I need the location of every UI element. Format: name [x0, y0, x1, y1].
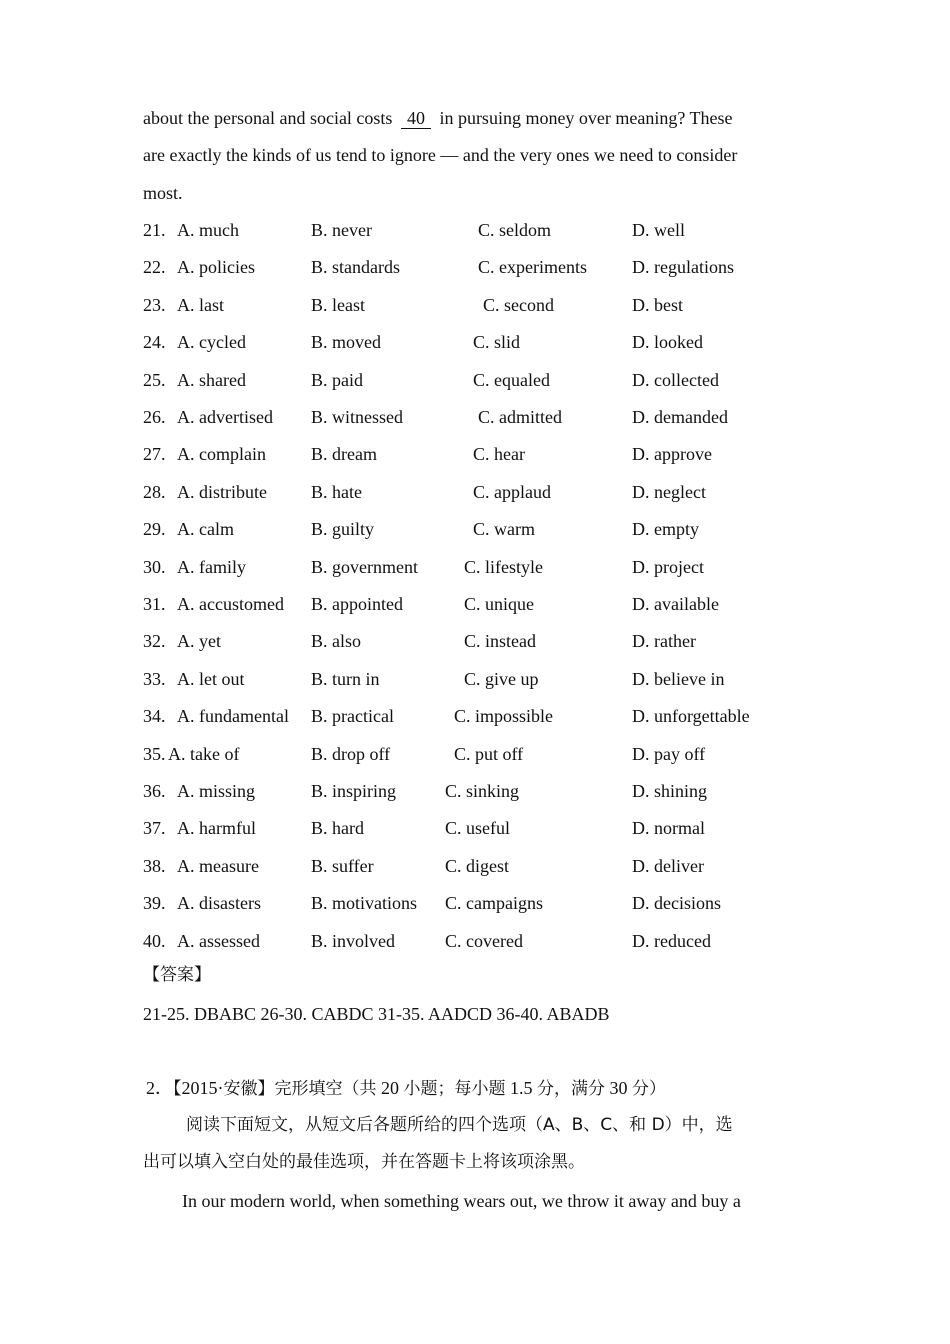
- option-d: D. believe in: [632, 668, 725, 689]
- option-b: B. hard: [311, 818, 364, 839]
- option-c: C. covered: [445, 930, 523, 951]
- option-b: B. witnessed: [311, 407, 403, 427]
- option-c: C. instead: [464, 631, 536, 652]
- passage-line-3: most.: [143, 183, 183, 203]
- option-a: A. advertised: [177, 407, 273, 427]
- option-a: A. fundamental: [177, 706, 289, 727]
- answer-heading: 【答案】: [143, 965, 211, 985]
- question-number: 22.: [143, 257, 166, 278]
- option-b: B. drop off: [311, 743, 391, 764]
- option-a: A. much: [177, 220, 239, 240]
- option-b: B. standards: [311, 257, 400, 278]
- answer-key: 21-25. DBABC 26-30. CABDC 31-35. AADCD 36-40. ABADB: [143, 1004, 610, 1024]
- option-c: C. experiments: [478, 257, 587, 278]
- question-number: 30.: [143, 556, 166, 577]
- option-a: A. yet: [177, 631, 221, 652]
- question-number: 35.: [143, 743, 166, 764]
- option-a: A. policies: [177, 257, 255, 278]
- question-number: 34.: [143, 706, 166, 727]
- option-a: A. calm: [177, 519, 234, 540]
- option-d: D. approve: [632, 444, 712, 465]
- option-c: C. slid: [473, 332, 521, 353]
- question-number: 24.: [143, 332, 166, 353]
- option-d: D. rather: [632, 631, 696, 652]
- option-c: C. hear: [473, 444, 525, 465]
- option-d: D. empty: [632, 519, 699, 540]
- option-d: D. project: [632, 556, 704, 577]
- option-a: A. cycled: [177, 332, 246, 353]
- option-b: B. least: [311, 294, 365, 315]
- option-a: A. harmful: [177, 818, 256, 839]
- option-b: B. guilty: [311, 519, 375, 540]
- passage-line-1: [143, 106, 733, 130]
- option-d: D. shining: [632, 781, 708, 801]
- option-b: B. inspiring: [311, 781, 397, 801]
- option-d: D. available: [632, 594, 719, 614]
- option-d: D. normal: [632, 818, 705, 839]
- option-d: D. demanded: [632, 407, 728, 427]
- option-a: A. take of: [168, 743, 240, 764]
- option-d: D. pay off: [632, 743, 706, 764]
- option-a: A. distribute: [177, 481, 267, 502]
- option-d: D. deliver: [632, 855, 704, 876]
- instruction-line-2: 出可以填入空白处的最佳选项，并在答题卡上将该项涂黑。: [143, 1152, 585, 1172]
- option-c: C. lifestyle: [464, 556, 543, 577]
- option-c: C. admitted: [478, 407, 562, 427]
- option-c: C. unique: [464, 594, 534, 614]
- option-d: D. unforgettable: [632, 706, 750, 727]
- question-number: 36.: [143, 781, 166, 801]
- option-b: B. never: [311, 220, 372, 240]
- blank-40: 40: [401, 108, 431, 129]
- option-d: D. best: [632, 294, 683, 315]
- option-c: C. give up: [464, 668, 539, 689]
- option-c: C. equaled: [473, 369, 550, 390]
- option-c: C. campaigns: [445, 893, 543, 914]
- option-d: D. reduced: [632, 930, 711, 951]
- question-number: 28.: [143, 481, 166, 502]
- instruction-line-1: 阅读下面短文，从短文后各题所给的四个选项（A、B、C、和 D）中，选: [186, 1115, 733, 1135]
- option-a: A. measure: [177, 855, 259, 876]
- section-2-heading: 2．【2015·安徽】完形填空（共 20 小题；每小题 1.5 分，满分 30 分）: [146, 1078, 666, 1099]
- option-c: C. useful: [445, 818, 510, 839]
- option-b: B. moved: [311, 332, 381, 353]
- question-number: 37.: [143, 818, 166, 839]
- passage-text: about the personal and social costs: [143, 108, 393, 128]
- option-b: B. paid: [311, 369, 363, 390]
- option-b: B. dream: [311, 444, 377, 465]
- option-c: C. put off: [454, 743, 524, 764]
- option-a: A. complain: [177, 444, 266, 465]
- option-a: A. disasters: [177, 893, 261, 914]
- passage-line-2: are exactly the kinds of us tend to ignore — and the very ones we need to consider: [143, 145, 738, 165]
- question-number: 21.: [143, 220, 166, 240]
- question-number: 26.: [143, 407, 166, 427]
- option-a: A. let out: [177, 668, 245, 689]
- question-number: 38.: [143, 855, 166, 876]
- option-d: D. decisions: [632, 893, 721, 914]
- option-c: C. seldom: [478, 220, 552, 240]
- option-b: B. practical: [311, 706, 394, 727]
- option-c: C. impossible: [454, 706, 554, 727]
- option-b: B. turn in: [311, 668, 380, 689]
- option-b: B. government: [311, 556, 418, 577]
- option-b: B. also: [311, 631, 362, 652]
- option-c: C. second: [483, 294, 554, 315]
- question-number: 27.: [143, 444, 166, 465]
- option-b: B. appointed: [311, 594, 403, 614]
- option-c: C. applaud: [473, 481, 551, 502]
- question-number: 33.: [143, 668, 166, 689]
- question-number: 25.: [143, 369, 166, 390]
- question-number: 29.: [143, 519, 166, 540]
- option-b: B. involved: [311, 930, 395, 951]
- option-c: C. sinking: [445, 781, 520, 801]
- option-a: A. missing: [177, 781, 256, 801]
- option-b: B. hate: [311, 481, 362, 502]
- passage2-line-1: In our modern world, when something wears out, we throw it away and buy a: [182, 1191, 741, 1211]
- option-d: D. neglect: [632, 481, 706, 502]
- question-number: 40.: [143, 930, 166, 951]
- question-number: 39.: [143, 893, 166, 914]
- option-b: B. suffer: [311, 855, 374, 876]
- option-c: C. digest: [445, 855, 510, 876]
- question-number: 23.: [143, 294, 166, 315]
- question-number: 32.: [143, 631, 166, 652]
- option-a: A. family: [177, 556, 246, 577]
- option-a: A. shared: [177, 369, 246, 390]
- option-c: C. warm: [473, 519, 535, 540]
- option-b: B. motivations: [311, 893, 418, 914]
- option-d: D. looked: [632, 332, 703, 353]
- question-number: 31.: [143, 594, 166, 614]
- option-d: D. collected: [632, 369, 719, 390]
- option-a: A. last: [177, 294, 224, 315]
- option-a: A. accustomed: [177, 594, 284, 614]
- passage-text: in pursuing money over meaning? These: [439, 108, 733, 128]
- option-a: A. assessed: [177, 930, 260, 951]
- option-d: D. regulations: [632, 257, 734, 278]
- option-d: D. well: [632, 220, 685, 240]
